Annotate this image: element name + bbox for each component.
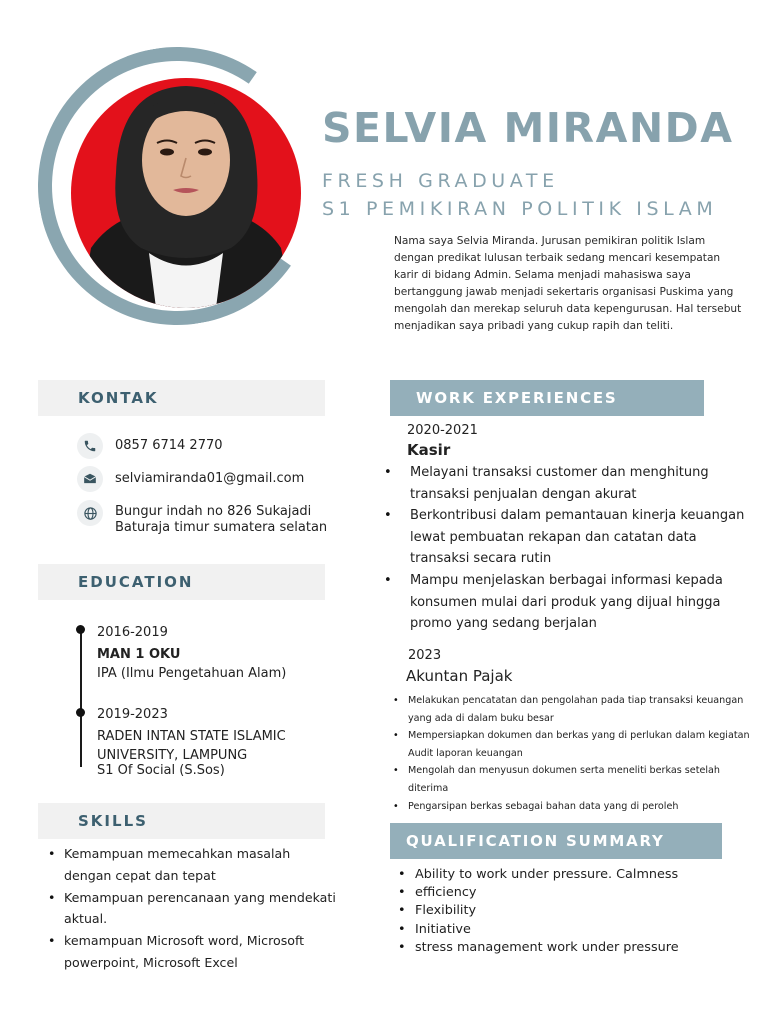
phone-icon bbox=[77, 433, 103, 459]
edu-school-line2: UNIVERSITY, LAMPUNG bbox=[97, 748, 248, 763]
section-title: QUALIFICATION SUMMARY bbox=[406, 832, 665, 850]
list-item: • Mempersiapkan dokumen dan berkas yang di perlukan dalam kegiatan Audit laporan keuangan bbox=[392, 727, 752, 762]
subtitle-degree: S1 PEMIKIRAN POLITIK ISLAM bbox=[322, 198, 718, 220]
section-header-skills bbox=[38, 803, 325, 839]
job-years: 2023 bbox=[408, 648, 442, 663]
section-header-work bbox=[390, 380, 704, 416]
profile-summary: Nama saya Selvia Miranda. Jurusan pemikiran politik Islam dengan predikat lulusan terbaik sedang mencari kesempatan karir di bidang Admin. Selama menjadi mahasiswa saya bertanggung jawab menjadi sekertaris organisasi Puskima yang mengolah dan merekap seluruh data kepengurusan. Hal tersebut menjadikan saya pribadi yang cukup rapih dan teliti. bbox=[394, 235, 742, 333]
section-header-education bbox=[38, 564, 325, 600]
job-duties-list bbox=[392, 692, 752, 815]
list-item: • Flexibility bbox=[398, 902, 758, 920]
edu-detail: IPA (Ilmu Pengetahuan Alam) bbox=[97, 666, 287, 681]
job-title: Kasir bbox=[407, 441, 451, 459]
skills-list bbox=[48, 843, 338, 974]
profile-photo bbox=[71, 78, 301, 308]
candidate-name: SELVIA MIRANDA bbox=[322, 104, 734, 152]
edu-detail: S1 Of Social (S.Sos) bbox=[97, 763, 225, 778]
job-years: 2020-2021 bbox=[407, 423, 478, 438]
section-title: SKILLS bbox=[78, 812, 148, 830]
contact-phone: 0857 6714 2770 bbox=[115, 438, 223, 453]
list-item: • kemampuan Microsoft word, Microsoft powerpoint, Microsoft Excel bbox=[48, 930, 338, 973]
list-item: • Kemampuan perencanaan yang mendekati aktual. bbox=[48, 887, 338, 930]
section-title: WORK EXPERIENCES bbox=[416, 389, 618, 407]
list-item: • efficiency bbox=[398, 884, 758, 902]
timeline-dot bbox=[76, 625, 85, 634]
list-item: • Melayani transaksi customer dan menghitung transaksi penjualan dengan akurat bbox=[384, 462, 754, 505]
subtitle-status: FRESH GRADUATE bbox=[322, 170, 559, 192]
edu-school-line1: RADEN INTAN STATE ISLAMIC bbox=[97, 729, 286, 744]
contact-address-line2: Baturaja timur sumatera selatan bbox=[115, 520, 328, 535]
list-item: • Mampu menjelaskan berbagai informasi kepada konsumen mulai dari produk yang dijual hingga promo yang sedang berjalan bbox=[384, 570, 754, 635]
list-item: • Ability to work under pressure. Calmness bbox=[398, 866, 758, 884]
list-item: • Initiative bbox=[398, 921, 758, 939]
contact-address-line1: Bungur indah no 826 Sukajadi bbox=[115, 504, 312, 519]
list-item: • Mengolah dan menyusun dokumen serta meneliti berkas setelah diterima bbox=[392, 762, 752, 797]
list-item: • Berkontribusi dalam pemantauan kinerja keuangan lewat pembuatan rekapan dan catatan data transaksi secara rutin bbox=[384, 505, 754, 570]
job-title: Akuntan Pajak bbox=[406, 667, 513, 685]
section-header-contact bbox=[38, 380, 325, 416]
section-title: EDUCATION bbox=[78, 573, 194, 591]
contact-email: selviamiranda01@gmail.com bbox=[115, 471, 305, 486]
list-item: • Melakukan pencatatan dan pengolahan pada tiap transaksi keuangan yang ada di dalam buku besar bbox=[392, 692, 752, 727]
edu-years: 2016-2019 bbox=[97, 625, 168, 640]
edu-school: MAN 1 OKU bbox=[97, 647, 181, 662]
edu-years: 2019-2023 bbox=[97, 707, 168, 722]
list-item: • stress management work under pressure bbox=[398, 939, 758, 957]
timeline-dot bbox=[76, 708, 85, 717]
list-item: • Kemampuan memecahkan masalah dengan cepat dan tepat bbox=[48, 843, 338, 886]
section-title: KONTAK bbox=[78, 389, 159, 407]
list-item: • Pengarsipan berkas sebagai bahan data yang di peroleh bbox=[392, 798, 752, 816]
section-header-qualification bbox=[390, 823, 722, 859]
education-timeline bbox=[80, 629, 82, 767]
email-icon bbox=[77, 466, 103, 492]
job-duties-list bbox=[384, 462, 754, 635]
qualification-list bbox=[398, 866, 758, 957]
globe-icon bbox=[77, 500, 103, 526]
